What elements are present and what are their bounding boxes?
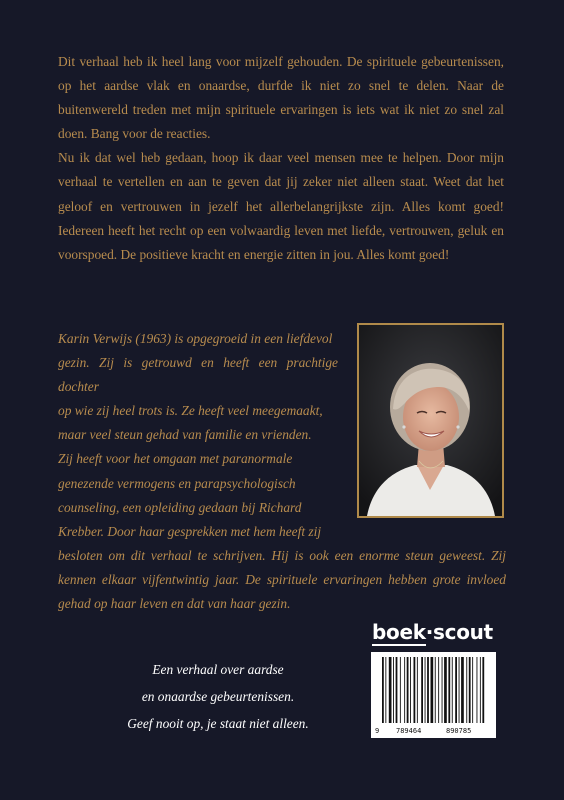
- barcode-bar: [396, 657, 398, 723]
- barcode-digit-lead: 9: [375, 727, 380, 735]
- barcode-bar: [431, 657, 434, 723]
- barcode-bar: [455, 657, 457, 723]
- barcode-bar: [435, 657, 436, 723]
- intro-paragraph-2: Nu ik dat wel heb gedaan, hoop ik daar veel mensen mee te helpen. Door mijn verhaal te vertellen en aan te geven dat jij zeker niet alleen staat. Weet dat het geloof en vertrouwen in jezelf het allerbelangrijkste zijn. Alles komt goed! Iedereen heeft het recht op een volwaardig leven met liefde, vertrouwen, geluk en voorspoed. De positieve kracht en energie zitten in jou. Alles komt goed!: [58, 150, 504, 262]
- barcode-bar: [400, 657, 401, 723]
- tagline-line: Geef nooit op, je staat niet alleen.: [127, 716, 309, 731]
- barcode-bar: [448, 657, 450, 723]
- barcode-bar: [466, 657, 467, 723]
- barcode-bar: [442, 657, 443, 723]
- barcode-bar: [425, 657, 426, 723]
- barcode-bar: [393, 657, 394, 723]
- tagline: [88, 656, 348, 737]
- bio-line: gezin. Zij is getrouwd en heeft een prachtige dochter: [58, 355, 338, 395]
- barcode-bar: [477, 657, 478, 723]
- tagline-line: en onaardse gebeurtenissen.: [141, 689, 295, 704]
- publisher-logo-dot: ·: [425, 620, 434, 644]
- bio-continuation: besloten om dit verhaal te schrijven. Hij is ook een enorme steun geweest. Zij kennen elkaar vijfentwintig jaar. De spirituele ervaringen hebben grote invloed gehad op haar leven en dat van haar gezin.: [58, 547, 506, 612]
- barcode-bar: [417, 657, 418, 723]
- barcode-bar: [469, 657, 471, 723]
- barcode-bar: [472, 657, 473, 723]
- barcode-bar: [459, 657, 460, 723]
- bio-line: Karin Verwijs (1963) is opgegroeid in een liefdevol: [58, 331, 333, 346]
- barcode-bar: [421, 657, 423, 723]
- author-photo: [357, 323, 504, 518]
- intro-text: [58, 50, 504, 267]
- barcode-bar: [461, 657, 464, 723]
- isbn-barcode: [371, 652, 496, 738]
- barcode-bar: [407, 657, 409, 723]
- barcode-bar: [444, 657, 447, 723]
- barcode-bars: [372, 653, 495, 737]
- intro-paragraph-1: Dit verhaal heb ik heel lang voor mijzelf gehouden. De spirituele gebeurtenissen, op het aardse vlak en onaardse, durfde ik niet zo snel te delen. Naar de buitenwereld treden met mijn spirituele ervaringen is iets wat ik niet zo snel zal doen. Bang voor de reacties.: [58, 54, 504, 142]
- barcode-digits-group2: 890785: [446, 727, 472, 735]
- bio-line: op wie zij heel trots is. Ze heeft veel meegemaakt,: [58, 403, 323, 419]
- publisher-logo-part2: scout: [433, 620, 493, 644]
- barcode-bar: [480, 657, 481, 723]
- bio-line: Zij heeft voor het omgaan met paranormale: [58, 451, 293, 467]
- barcode-bar: [482, 657, 484, 723]
- barcode-bar: [382, 657, 384, 723]
- publisher-logo: [372, 620, 497, 644]
- author-portrait-image: [359, 325, 502, 516]
- bio-line: maar veel steun gehad van familie en vrienden.: [58, 427, 312, 443]
- publisher-logo-part1: boek: [372, 620, 426, 644]
- bio-beside-photo: [58, 327, 338, 544]
- barcode-bar: [438, 657, 439, 723]
- barcode-bar: [452, 657, 453, 723]
- bio-line: counseling, een opleiding gedaan bij Richard: [58, 499, 302, 515]
- tagline-line: Een verhaal over aardse: [152, 662, 284, 677]
- barcode-bar: [385, 657, 386, 723]
- bio-line: genezende vermogens en parapsychologisch: [58, 475, 296, 491]
- barcode-bar: [410, 657, 411, 723]
- barcode-bar: [404, 657, 405, 723]
- barcode-bar: [389, 657, 392, 723]
- barcode-digits-group1: 789464: [396, 727, 422, 735]
- bio-line: Krebber. Door haar gesprekken met hem heeft zij: [58, 523, 322, 539]
- barcode-bar: [427, 657, 429, 723]
- barcode-bar: [414, 657, 416, 723]
